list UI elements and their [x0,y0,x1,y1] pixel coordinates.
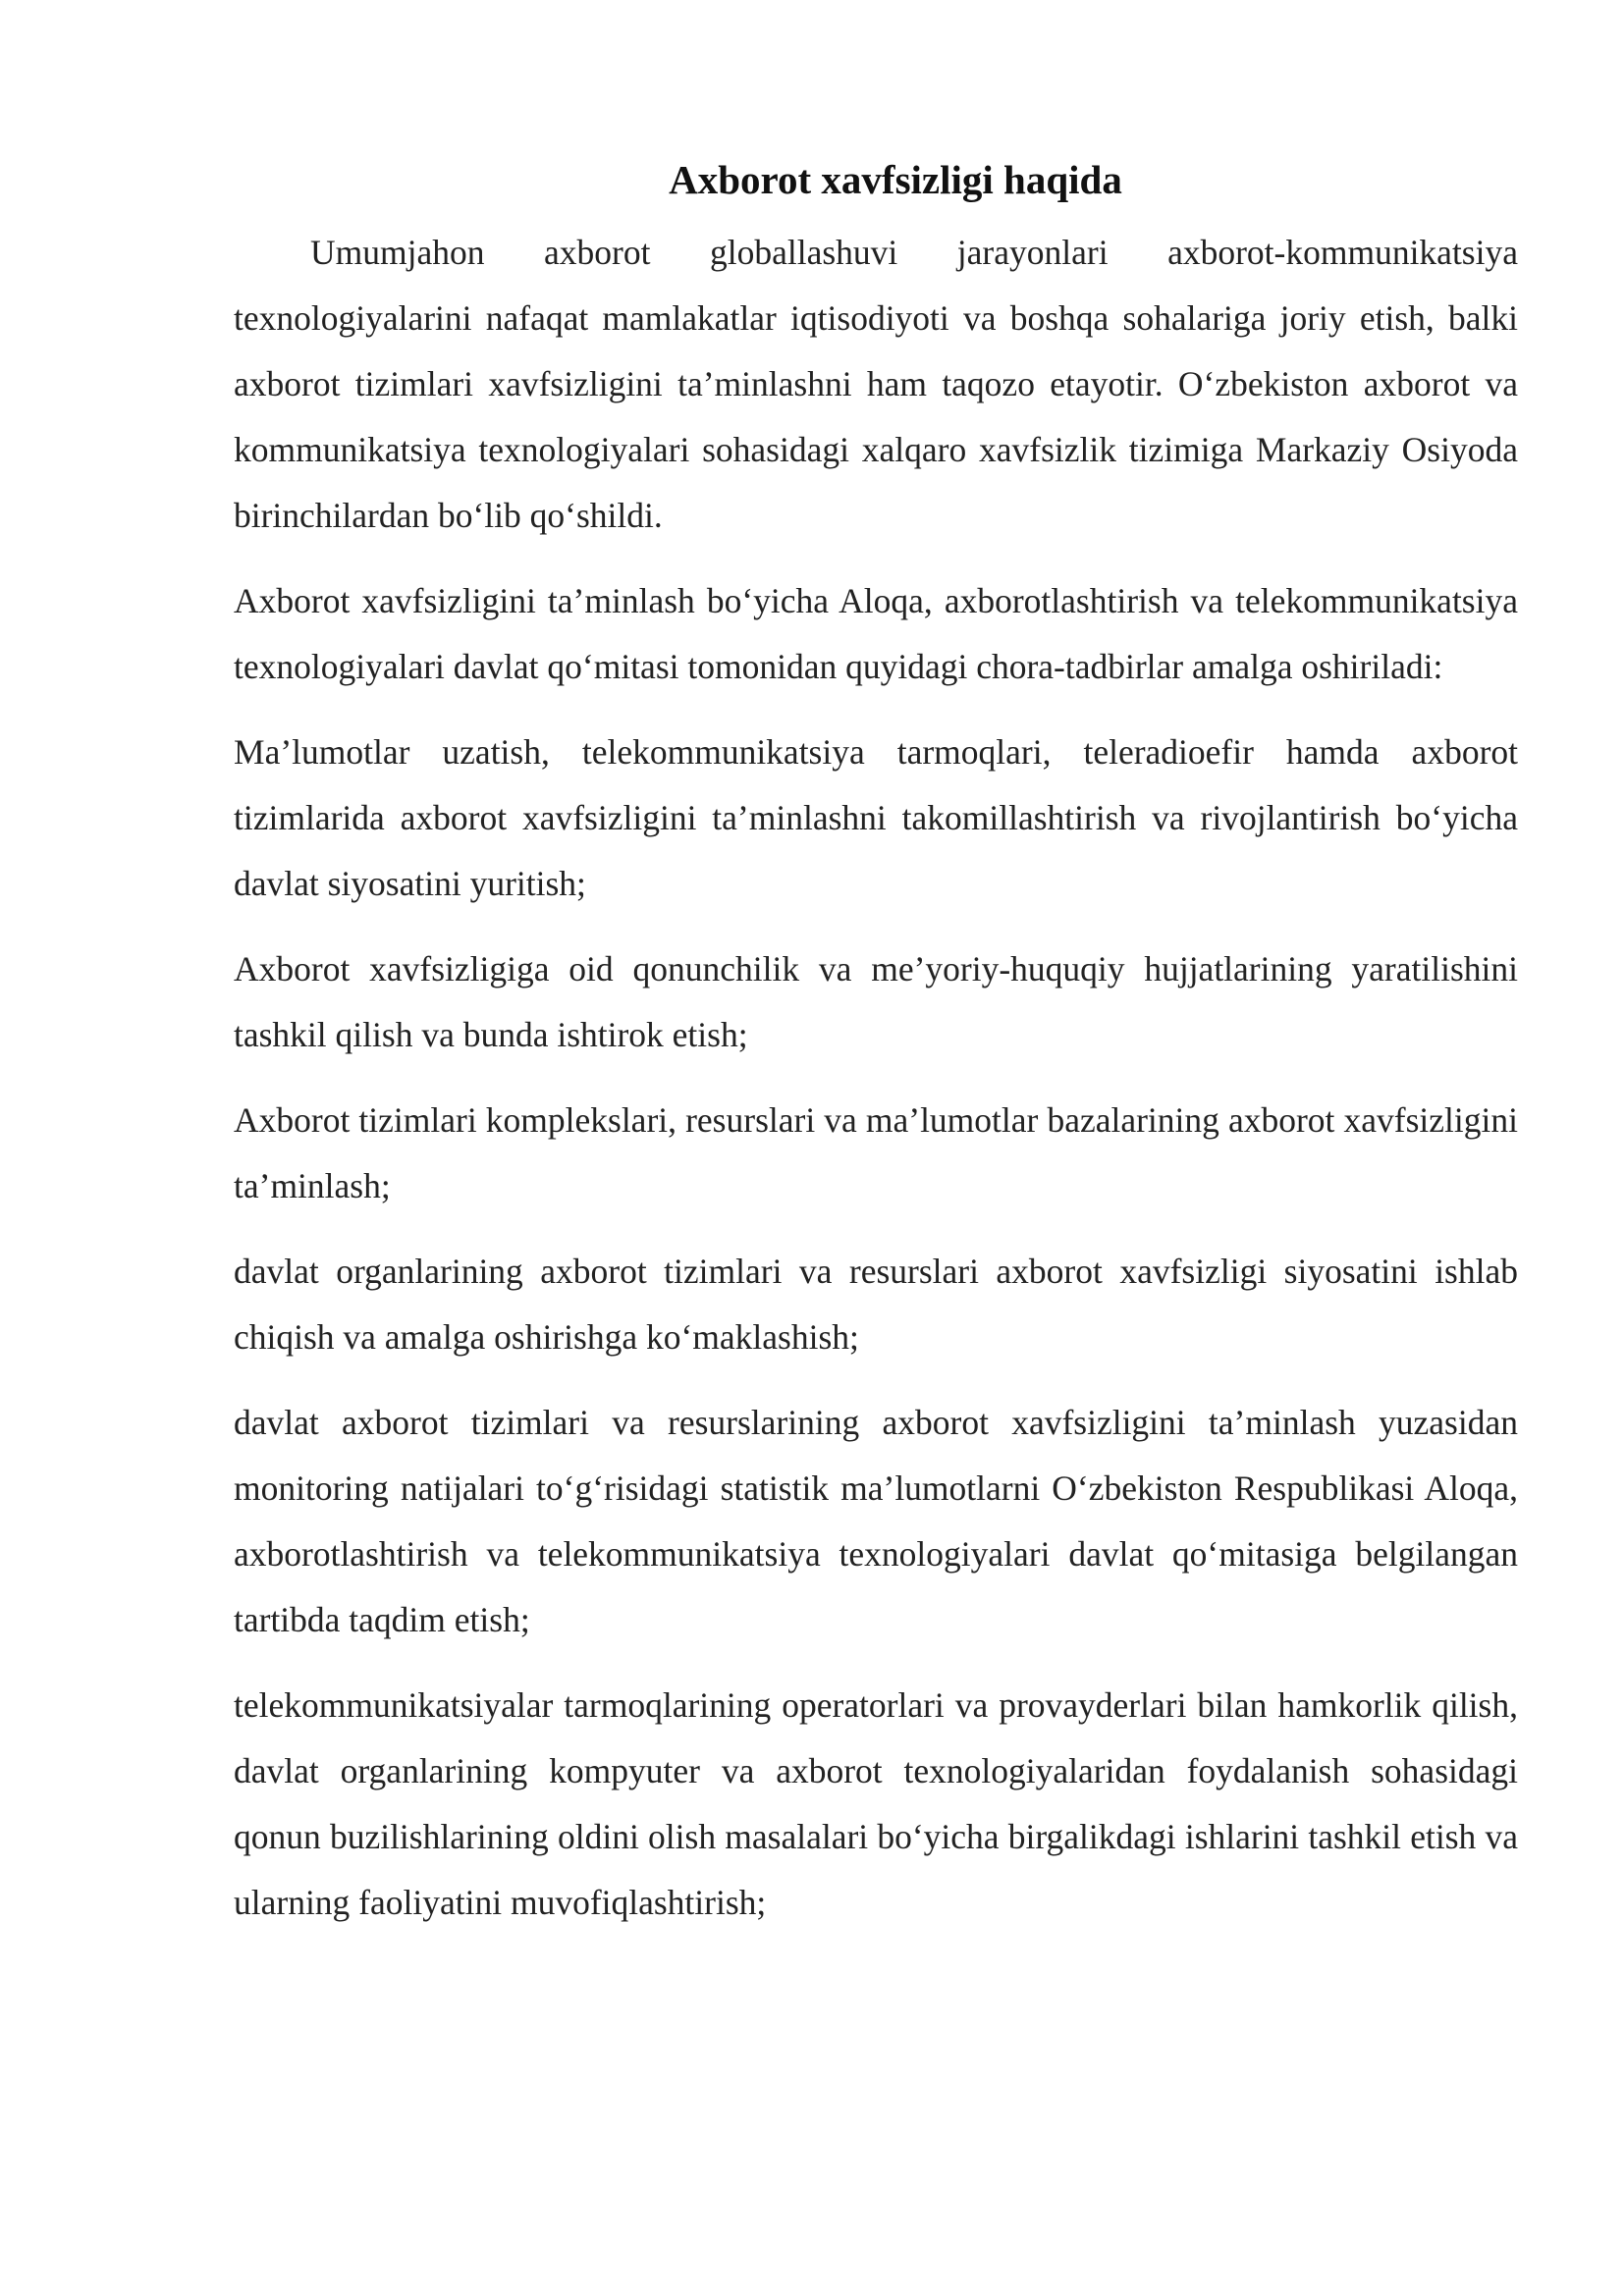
paragraph-item: davlat organlarining axborot tizimlari va resurslari axborot xavfsizligi siyosatini ishlab chiqish va amalga oshirishga ko‘maklashish; [234,1252,1518,1357]
document-title: Axborot xavfsizligi haqida [669,157,1122,202]
paragraph-item: davlat axborot tizimlari va resurslarining axborot xavfsizligini ta’minlash yuzasidan monitoring natijalari to‘g‘risidagi statistik ma’lumotlarni O‘zbekiston Respublikasi Aloqa, axborotlashtirish va telekommunikatsiya texnologiyalari davlat qo‘mitasiga belgilangan tartibda taqdim etish; [234,1403,1518,1639]
paragraph-intro: Umumjahon axborot globallashuvi jarayonlari axborot-kommunikatsiya texnologiyalarini nafaqat mamlakatlar iqtisodiyoti va boshqa sohalariga joriy etish, balki axborot tizimlari xavfsizligini ta’minlashni ham taqozo etayotir. O‘zbekiston axborot va kommunikatsiya texnologiyalari sohasidagi xalqaro xavfsizlik tizimiga Markaziy Osiyoda birinchilardan bo‘lib qo‘shildi. [234,233,1518,535]
paragraph-item: Axborot xavfsizligiga oid qonunchilik va me’yoriy-huquqiy hujjatlarining yaratilishini tashkil qilish va bunda ishtirok etish; [234,949,1518,1054]
document-page [234,147,1518,1955]
paragraph-measures-intro: Axborot xavfsizligini ta’minlash bo‘yicha Aloqa, axborotlashtirish va telekommunikatsiya texnologiyalari davlat qo‘mitasi tomonidan quyidagi chora-tadbirlar amalga oshiriladi: [234,581,1518,686]
paragraph-item: Axborot tizimlari komplekslari, resurslari va ma’lumotlar bazalarining axborot xavfsizligini ta’minlash; [234,1100,1518,1205]
paragraph-item: telekommunikatsiyalar tarmoqlarining operatorlari va provayderlari bilan hamkorlik qilish, davlat organlarining kompyuter va axborot texnologiyalaridan foydalanish sohasidagi qonun buzilishlarining oldini olish masalalari bo‘yicha birgalikdagi ishlarini tashkil etish va ularning faoliyatini muvofiqlashtirish; [234,1685,1518,1922]
paragraph-item: Ma’lumotlar uzatish, telekommunikatsiya tarmoqlari, teleradioefir hamda axborot tizimlarida axborot xavfsizligini ta’minlashni takomillashtirish va rivojlantirish bo‘yicha davlat siyosatini yuritish; [234,732,1518,903]
